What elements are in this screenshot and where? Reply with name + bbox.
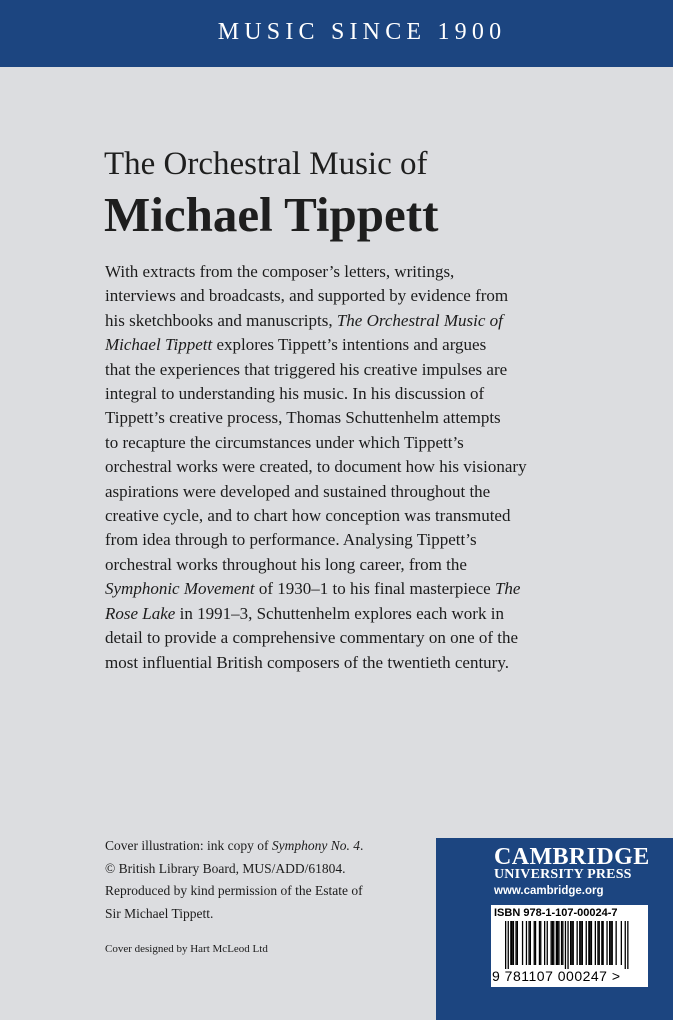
barcode-bar [606, 921, 607, 965]
italic-text: The Orchestral Music of [336, 310, 503, 330]
text-run: Sir Michael Tippett. [105, 905, 214, 921]
isbn-label: ISBN 978-1-107-00024-7 [494, 907, 618, 919]
text-run: Cover illustration: ink copy of [105, 838, 272, 853]
barcode-bar [526, 921, 527, 965]
barcode-bar [534, 921, 535, 965]
cover-designer-credit: Cover designed by Hart McLeod Ltd [105, 943, 268, 955]
blurb-line [105, 309, 535, 333]
barcode-bar [601, 921, 602, 965]
barcode-bar [551, 921, 552, 965]
barcode-bar [530, 921, 531, 965]
barcode-bar [597, 921, 598, 965]
text-run: interviews and broadcasts, and supported by evidence from [105, 286, 509, 306]
text-run: in 1991–3, Schuttenhelm explores each work in [175, 603, 504, 623]
text-run: Tippett’s creative process, Thomas Schuttenhelm attempts [105, 408, 501, 428]
italic-text: Symphony No. 4 [271, 838, 360, 853]
barcode-bar [595, 921, 596, 965]
barcode-bar [528, 921, 529, 965]
barcode-bar [539, 921, 540, 965]
blurb-line [105, 382, 535, 406]
text-run: most influential British composers of the twentieth century. [105, 652, 509, 672]
barcode-bar [515, 921, 516, 965]
barcode-bar [561, 921, 562, 965]
barcode-bar [517, 921, 518, 965]
barcode-bar [512, 921, 513, 965]
publisher-name: CAMBRIDGE [494, 844, 650, 870]
blurb-line [105, 455, 535, 479]
barcode-bar [612, 921, 613, 965]
italic-text: The [494, 579, 521, 599]
credit-line [105, 880, 425, 903]
text-run: orchestral works throughout his long career, from the [105, 554, 467, 574]
text-run: to recapture the circumstances under which Tippett’s [105, 432, 464, 452]
blurb-line [105, 528, 535, 552]
blurb-line [105, 358, 535, 382]
barcode-bar [508, 921, 509, 969]
text-run: creative cycle, and to chart how conception was transmuted [105, 506, 511, 526]
blurb-line [105, 333, 535, 357]
barcode-bar [553, 921, 554, 965]
barcode-bar [627, 921, 628, 969]
barcode-bar [565, 921, 566, 969]
book-title-line-1: The Orchestral Music of [104, 146, 428, 182]
italic-text: Michael Tippett [105, 335, 213, 355]
blurb-line [105, 480, 535, 504]
text-run: detail to provide a comprehensive commentary on one of the [105, 628, 519, 648]
barcode-bar [599, 921, 600, 965]
barcode-bar [505, 921, 506, 969]
barcode-bar [571, 921, 572, 965]
barcode-bar [567, 921, 568, 969]
isbn-barcode [505, 921, 635, 969]
book-title-author: Michael Tippett [104, 187, 439, 242]
barcode-bar [510, 921, 511, 965]
barcode-bar [522, 921, 523, 965]
text-run: With extracts from the composer’s letters, writings, [105, 262, 455, 281]
text-run: . [359, 838, 364, 853]
text-run: orchestral works were created, to document how his visionary [105, 457, 527, 477]
text-run: explores Tippett’s intentions and argues [212, 335, 487, 355]
back-cover-blurb [105, 260, 535, 675]
series-title: MUSIC SINCE 1900 [217, 19, 507, 45]
text-run: that the experiences that triggered his creative impulses are [105, 359, 508, 379]
barcode-bar [603, 921, 604, 965]
text-run: integral to understanding his music. In his discussion of [105, 384, 485, 404]
blurb-line [105, 431, 535, 455]
text-run: aspirations were developed and sustained throughout the [105, 481, 491, 501]
barcode-bar [610, 921, 611, 965]
barcode-bar [556, 921, 557, 965]
barcode-bar [579, 921, 580, 965]
cover-credits [105, 835, 425, 925]
barcode-bar [591, 921, 592, 965]
credit-line [105, 858, 425, 881]
barcode-bar [621, 921, 622, 965]
barcode-bar [562, 921, 563, 965]
barcode-bar [535, 921, 536, 965]
text-run: © British Library Board, MUS/ADD/61804. [105, 860, 346, 876]
blurb-line [105, 553, 535, 577]
barcode-bar [586, 921, 587, 965]
blurb-line [105, 577, 535, 601]
text-run: his sketchbooks and manuscripts, [105, 310, 337, 330]
blurb-line [105, 284, 535, 308]
barcode-bar [570, 921, 571, 965]
blurb-line [105, 651, 535, 675]
text-run: of 1930–1 to his final masterpiece [254, 579, 495, 599]
credit-line [105, 835, 425, 858]
barcode-bar [577, 921, 578, 965]
blurb-line [105, 602, 535, 626]
barcode-bar [609, 921, 610, 965]
blurb-line [105, 504, 535, 528]
barcode-digits: 9 781107 000247 > [492, 968, 621, 984]
barcode-bar [580, 921, 581, 965]
blurb-line [105, 626, 535, 650]
barcode-bar [544, 921, 545, 965]
barcode-bar [513, 921, 514, 965]
blurb-line [105, 406, 535, 430]
text-run: Reproduced by kind permission of the Estate of [105, 883, 363, 898]
credit-line [105, 903, 425, 926]
blurb-line [105, 260, 535, 284]
barcode-bar [573, 921, 574, 965]
barcode-bar [590, 921, 591, 965]
publisher-url: www.cambridge.org [494, 885, 604, 897]
barcode-bar [552, 921, 553, 965]
barcode-bar [582, 921, 583, 965]
barcode-bar [547, 921, 548, 965]
barcode-bar [557, 921, 558, 965]
barcode-bar [588, 921, 589, 965]
publisher-subtitle: UNIVERSITY PRESS [494, 867, 632, 882]
text-run: from idea through to performance. Analysing Tippett’s [105, 530, 477, 550]
italic-text: Symphonic Movement [105, 579, 255, 599]
barcode-bar [540, 921, 541, 965]
barcode-bar [616, 921, 617, 965]
barcode-bar [558, 921, 559, 965]
barcode-bar [625, 921, 626, 969]
italic-text: Rose Lake [105, 603, 176, 623]
